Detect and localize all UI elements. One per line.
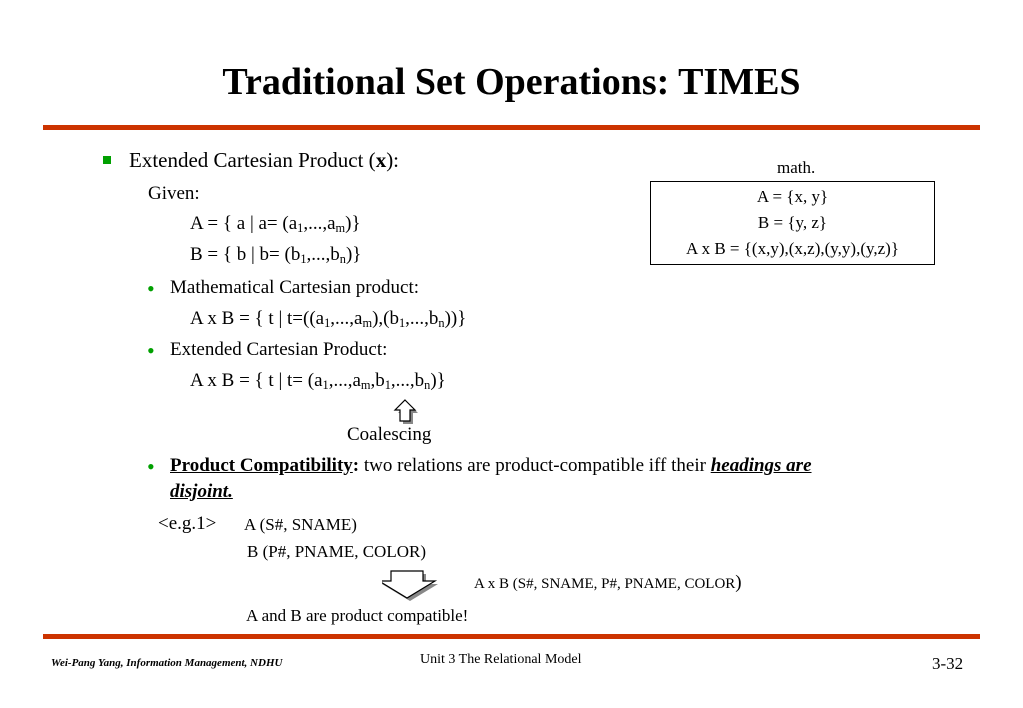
- math-box-line: A x B = {(x,y),(x,z),(y,y),(y,z)}: [685, 239, 899, 258]
- down-arrow-icon: [382, 570, 440, 602]
- relation-a: A (S#, SNAME): [244, 515, 357, 534]
- footer-divider: [43, 634, 980, 639]
- relation-b: B (P#, PNAME, COLOR): [247, 542, 426, 561]
- product-compatibility-line-2: disjoint.: [170, 481, 233, 502]
- set-b-definition: B = { b | $b= (b_1,...,b_n)$}: [190, 244, 362, 267]
- ext-cartesian-label: Extended Cartesian Product:: [170, 339, 388, 360]
- square-bullet-icon: [103, 156, 111, 164]
- dot-bullet-icon: •: [147, 276, 155, 301]
- product-result: A x B (S#, SNAME, P#, PNAME, COLOR): [474, 572, 742, 593]
- coalescing-label: Coalescing: [347, 424, 432, 445]
- set-a-definition: A = { a | $a= (a_1,...,a_m)$}: [190, 213, 361, 236]
- math-example-box: [650, 181, 935, 265]
- ext-cartesian-formula: A x B = { t | $t= (a_1,...,a_m,b_1,...,b_n)$}: [190, 370, 446, 393]
- up-arrow-icon: [392, 399, 420, 425]
- footer-author: Wei-Pang Yang, Information Management, NDHU: [51, 657, 283, 669]
- math-box-label: math.: [777, 158, 816, 177]
- dot-bullet-icon: •: [147, 338, 155, 363]
- math-cartesian-formula: A x B = { t | $t=((a_1,...,a_m),(b_1,...,b_n))$}: [190, 308, 467, 331]
- page-title: Traditional Set Operations: TIMES: [222, 61, 801, 103]
- math-cartesian-label: Mathematical Cartesian product:: [170, 277, 420, 298]
- example-tag: <e.g.1>: [158, 513, 217, 534]
- footer-unit: Unit 3 The Relational Model: [420, 652, 582, 667]
- product-compatibility-line: Product Compatibility: two relations are product-compatible iff their headings are: [170, 455, 812, 476]
- math-box-line: B = {y, z}: [757, 213, 828, 232]
- math-box-line: A = {x, y}: [756, 187, 829, 206]
- bullet-extended-cartesian: Extended Cartesian Product (x):: [129, 148, 400, 172]
- conclusion-text: A and B are product compatible!: [246, 606, 469, 625]
- title-divider: [43, 125, 980, 130]
- dot-bullet-icon: •: [147, 454, 155, 479]
- given-label: Given:: [148, 183, 200, 204]
- page-number: 3-32: [932, 654, 964, 673]
